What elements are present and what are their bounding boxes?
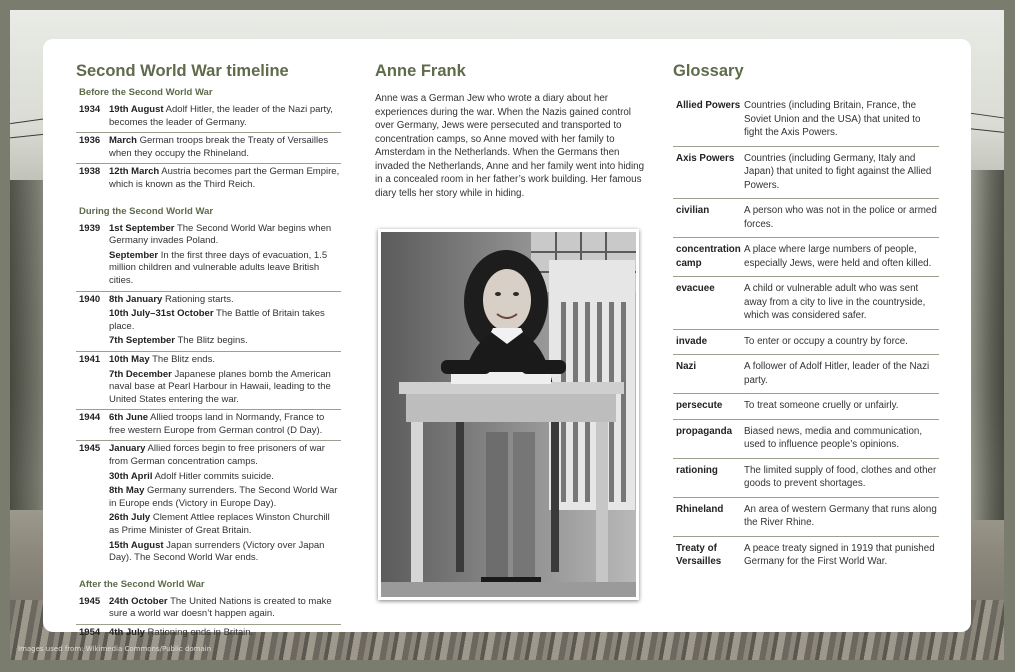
timeline-event-date: January <box>109 443 146 455</box>
glossary-entry <box>673 147 939 200</box>
timeline-event-date: 10th July–31st October <box>109 308 214 320</box>
timeline-event-text: German troops break the Treaty of Versailles when they occupy the Rhineland. <box>109 135 329 159</box>
glossary-term: persecute <box>676 400 723 411</box>
timeline-year: 1939 <box>79 222 101 234</box>
timeline-event <box>109 412 341 437</box>
timeline-event-text: The Second World War begins when Germany invades Poland. <box>109 222 332 247</box>
timeline-column <box>76 62 341 643</box>
timeline-event <box>109 485 341 510</box>
glossary-definition: A child or vulnerable adult who was sent away from a city to live in the countryside, which was considered safer. <box>744 283 926 321</box>
timeline-event-date: 30th April <box>109 470 153 482</box>
timeline-event-text: Japanese planes bomb the American naval base at Pearl Harbour in Hawaii, leading to the United States entering the war. <box>109 368 331 405</box>
timeline-event-text: Allied forces begin to free prisoners of war from German concentration camps. <box>109 443 325 468</box>
timeline-year-row <box>76 410 341 441</box>
timeline-event-text: The Blitz ends. <box>149 353 215 365</box>
timeline-event <box>109 335 341 348</box>
timeline-event-date: 19th August <box>109 104 164 115</box>
glossary-entry <box>673 537 939 575</box>
timeline-event-date: 7th September <box>109 335 175 347</box>
timeline-year-row <box>76 133 341 164</box>
glossary-definition: A person who was not in the police or armed forces. <box>744 205 937 230</box>
timeline-event <box>109 135 341 160</box>
timeline-event <box>109 540 341 565</box>
timeline-event-date: 6th June <box>109 412 149 424</box>
timeline-event-text: Rationing ends in Britain. <box>144 627 254 638</box>
timeline-event-text: In the first three days of evacuation, 1.5 million children and vulnerable adults leave British cities. <box>109 249 328 286</box>
timeline-event-text: Allied troops land in Normandy, France to free western Europe from German control (D Day). <box>109 412 325 436</box>
timeline-year: 1954 <box>79 627 101 638</box>
timeline-year-row <box>76 102 341 133</box>
glossary-term: Rhineland <box>676 503 724 515</box>
timeline-event-date: 7th December <box>109 368 172 380</box>
timeline-event-text: Adolf Hitler commits suicide. <box>152 470 274 482</box>
timeline-event <box>109 512 341 537</box>
anne-frank-column <box>375 62 645 200</box>
timeline-year-row <box>76 625 341 643</box>
glossary-term: Nazi <box>676 361 697 372</box>
glossary-entry <box>673 355 939 394</box>
timeline-event <box>109 294 341 307</box>
timeline-year-row <box>76 221 341 292</box>
glossary-definition: A peace treaty signed in 1919 that punished Germany for the First World War. <box>744 542 935 567</box>
timeline-section-heading: After the Second World War <box>79 578 205 590</box>
glossary-entry <box>673 420 939 459</box>
glossary-term: rationing <box>676 464 718 476</box>
glossary-definition: A place where large numbers of people, especially Jews, were held and often killed. <box>744 244 932 269</box>
timeline-title: Second World War timeline <box>76 62 289 80</box>
timeline-year: 1945 <box>79 595 101 607</box>
glossary-definition: To treat someone cruelly or unfairly. <box>744 400 899 411</box>
timeline-event-text: Clement Attlee replaces Winston Churchill as Prime Minister of Great Britain. <box>109 512 330 537</box>
timeline-event <box>109 596 341 621</box>
glossary-body <box>673 94 939 575</box>
image-credit: Images used from: Wikimedia Commons/Public domain <box>18 645 212 653</box>
timeline-event-date: 15th August <box>109 539 164 551</box>
timeline-year: 1936 <box>79 135 101 147</box>
anne-frank-photo <box>378 229 639 600</box>
glossary-term: propaganda <box>676 425 733 437</box>
glossary-definition: Biased news, media and communication, used to influence people’s opinions. <box>744 425 923 450</box>
glossary-term: evacuee <box>676 283 715 294</box>
photo-image <box>381 232 636 597</box>
glossary-title: Glossary <box>673 62 744 80</box>
timeline-event-date: 8th January <box>109 293 163 305</box>
timeline-section-heading: During the Second World War <box>79 205 214 217</box>
timeline-event <box>109 104 341 129</box>
timeline-event-date: 1st September <box>109 222 175 234</box>
timeline-event-date: 26th July <box>109 512 151 524</box>
timeline-event-text: Japan surrenders (Victory over Japan Day). The Second World War ends. <box>109 539 325 564</box>
timeline-event-text: The Battle of Britain takes place. <box>109 308 325 332</box>
glossary-entry <box>673 498 939 537</box>
glossary-entry <box>673 330 939 356</box>
timeline-event-date: 10th May <box>109 353 150 365</box>
timeline-event-date: 24th October <box>109 595 168 607</box>
timeline-event-date: September <box>109 249 159 261</box>
glossary-term: concentration camp <box>676 244 741 269</box>
timeline-event-text: The Blitz begins. <box>175 335 248 347</box>
glossary-term: Axis Powers <box>676 152 735 164</box>
glossary-definition: Countries (including Germany, Italy and Japan) that united to fight against the Allied Powers. <box>744 152 932 191</box>
timeline-event <box>109 223 341 248</box>
glossary-entry <box>673 94 939 147</box>
glossary-definition: The limited supply of food, clothes and other goods to prevent shortages. <box>744 464 937 489</box>
timeline-year: 1941 <box>79 353 101 365</box>
timeline-year: 1945 <box>79 443 101 455</box>
glossary-entry <box>673 394 939 420</box>
timeline-event-text: Germany surrenders. The Second World War in Europe ends (Victory in Europe Day). <box>109 485 338 509</box>
timeline-event <box>109 443 341 468</box>
timeline-event <box>109 471 341 484</box>
content-panel <box>43 39 971 638</box>
timeline-event-date: 8th May <box>109 485 145 497</box>
glossary-column <box>673 62 939 575</box>
glossary-term: Treaty of Versailles <box>676 542 722 567</box>
glossary-term: civilian <box>676 205 710 216</box>
timeline-year: 1938 <box>79 166 101 178</box>
timeline-year: 1940 <box>79 293 101 305</box>
timeline-year: 1934 <box>79 104 101 115</box>
timeline-event-text: The United Nations is created to make sure a world war doesn’t happen again. <box>109 595 332 620</box>
timeline-year-row <box>76 441 341 567</box>
timeline-year: 1944 <box>79 412 101 424</box>
timeline-event-date: 12th March <box>109 166 160 178</box>
timeline-event <box>109 166 341 191</box>
glossary-definition: A follower of Adolf Hitler, leader of the Nazi party. <box>744 361 930 386</box>
timeline-section-heading: Before the Second World War <box>79 87 213 98</box>
glossary-definition: To enter or occupy a country by force. <box>744 335 908 347</box>
timeline-event-text: Rationing starts. <box>162 293 234 305</box>
timeline-event <box>109 354 341 367</box>
glossary-term: invade <box>676 335 708 347</box>
glossary-term: Allied Powers <box>676 100 741 111</box>
timeline-year-row <box>76 352 341 410</box>
glossary-definition: An area of western Germany that runs along the River Rhine. <box>744 503 937 528</box>
timeline-event <box>109 308 341 333</box>
glossary-entry <box>673 238 939 277</box>
timeline-body <box>76 87 341 643</box>
timeline-year-row <box>76 164 341 194</box>
timeline-event-text: Austria becomes part the German Empire, which is known as the Third Reich. <box>109 166 340 190</box>
glossary-definition: Countries (including Britain, France, the Soviet Union and the USA) that united to fight the Axis Powers. <box>744 100 921 138</box>
timeline-year-row <box>76 292 341 352</box>
timeline-event <box>109 627 341 640</box>
timeline-event-date: 4th July <box>109 627 145 638</box>
timeline-year-row <box>76 594 341 625</box>
glossary-entry <box>673 459 939 498</box>
timeline-event <box>109 250 341 288</box>
glossary-entry <box>673 277 939 330</box>
anne-frank-title: Anne Frank <box>375 62 466 80</box>
glossary-entry <box>673 199 939 238</box>
timeline-event <box>109 369 341 407</box>
anne-frank-text: Anne was a German Jew who wrote a diary about her experiences during the war. When the Nazis gained control over Germany, Jews were persecuted and transported to concentration camps, so Anne moved with her family to Amsterdam in the Netherlands. When the Germans then invaded the Netherlands, Anne and her family went into hiding in a concealed room in her father’s work building. Her famous diary tells her story while in hiding. <box>375 93 645 199</box>
timeline-event-text: Adolf Hitler, the leader of the Nazi party, becomes the leader of Germany. <box>109 104 333 128</box>
timeline-event-date: March <box>109 135 137 147</box>
